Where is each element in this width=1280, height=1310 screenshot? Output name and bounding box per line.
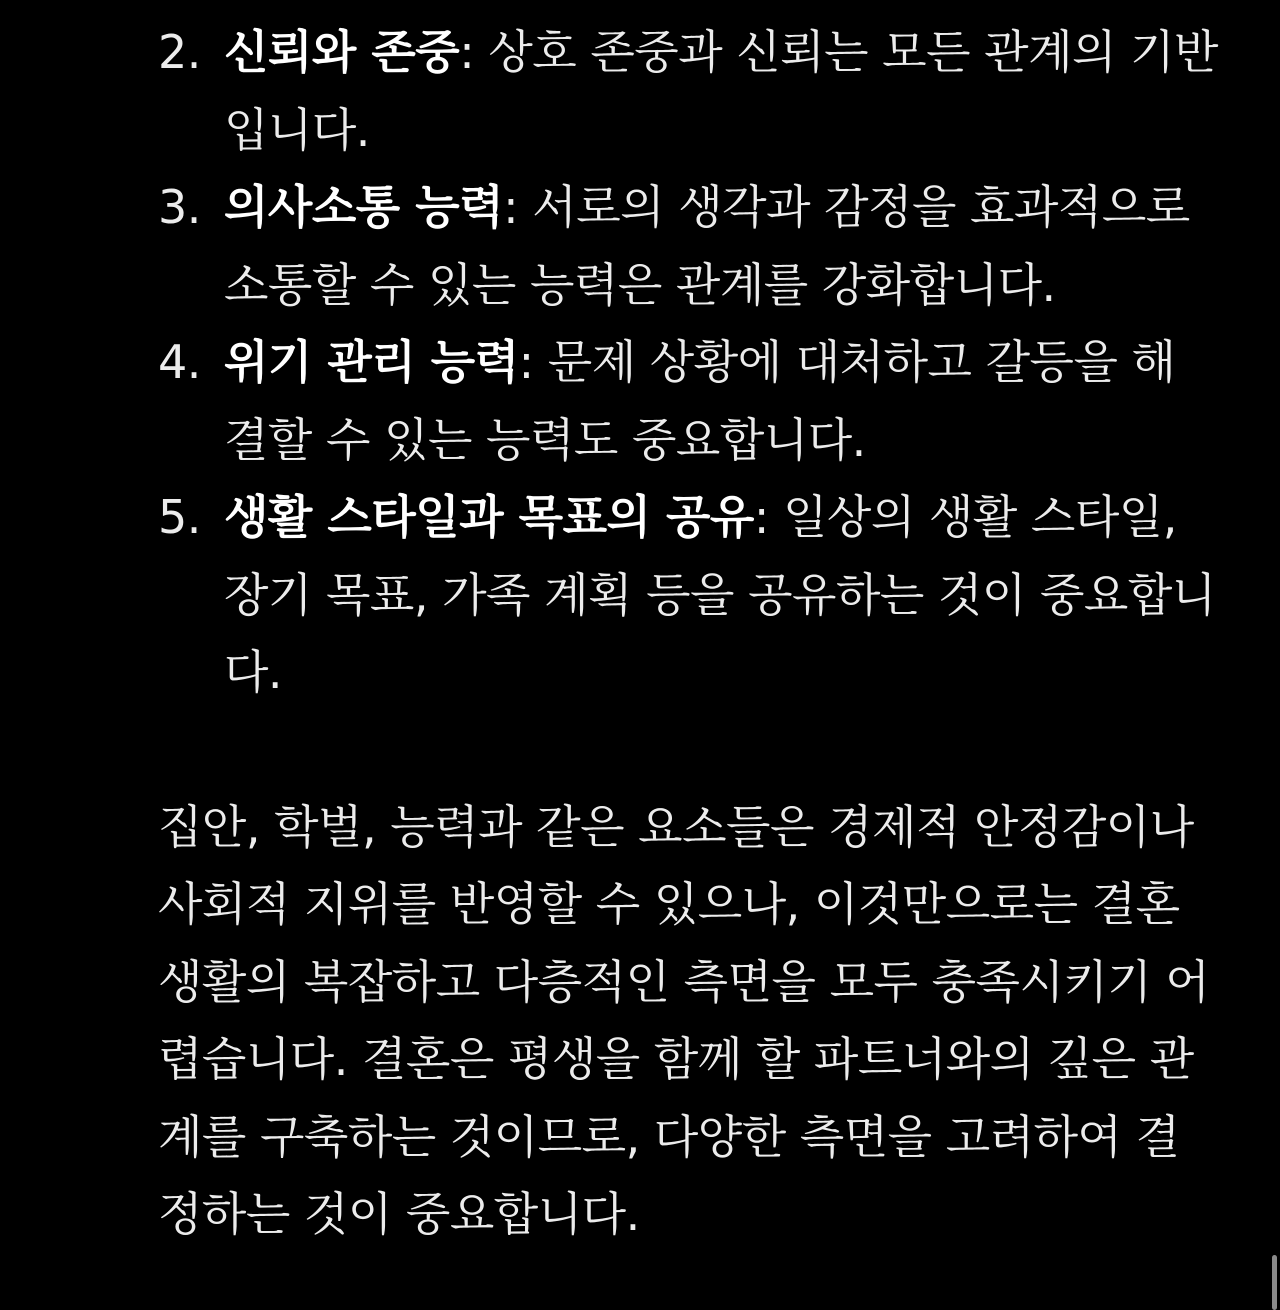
list-item bbox=[158, 324, 1218, 479]
list-item bbox=[158, 169, 1218, 324]
list-item-title: 생활 스타일과 목표의 공유 bbox=[224, 490, 754, 544]
list-item-number: 3. bbox=[158, 180, 201, 234]
scrollbar[interactable] bbox=[1264, 0, 1280, 1310]
list-item-number: 5. bbox=[158, 490, 201, 544]
list-item-number: 2. bbox=[158, 25, 201, 79]
list-item bbox=[158, 479, 1218, 712]
list-item-title: 위기 관리 능력 bbox=[224, 335, 519, 389]
list-item-body: : 문제 상황에 대처하고 갈등을 해결할 수 있는 능력도 중요합니다. bbox=[224, 335, 1176, 467]
list-item-body: : 일상의 생활 스타일, 장기 목표, 가족 계획 등을 공유하는 것이 중요합니다. bbox=[224, 490, 1216, 699]
list-item bbox=[158, 14, 1218, 169]
list-item-title: 신뢰와 존중 bbox=[224, 25, 460, 79]
list-item-body: : 상호 존중과 신뢰는 모든 관계의 기반입니다. bbox=[224, 25, 1218, 157]
list-item-title: 의사소통 능력 bbox=[224, 180, 504, 234]
summary-paragraph: 집안, 학벌, 능력과 같은 요소들은 경제적 안정감이나 사회적 지위를 반영할 수 있으나, 이것만으로는 결혼 생활의 복잡하고 다층적인 측면을 모두 충족시키기 어렵습니다. 결혼은 평생을 함께 할 파트너와의 깊은 관계를 구축하는 것이므로, 다양한 측면을 고려하여 결정하는 것이 중요합니다. bbox=[158, 799, 1210, 1241]
numbered-list bbox=[158, 14, 1218, 712]
message-content bbox=[158, 14, 1218, 1254]
list-item-body: : 서로의 생각과 감정을 효과적으로 소통할 수 있는 능력은 관계를 강화합니다. bbox=[224, 180, 1190, 312]
list-item-number: 4. bbox=[158, 335, 201, 389]
scrollbar-thumb[interactable] bbox=[1272, 1255, 1277, 1310]
